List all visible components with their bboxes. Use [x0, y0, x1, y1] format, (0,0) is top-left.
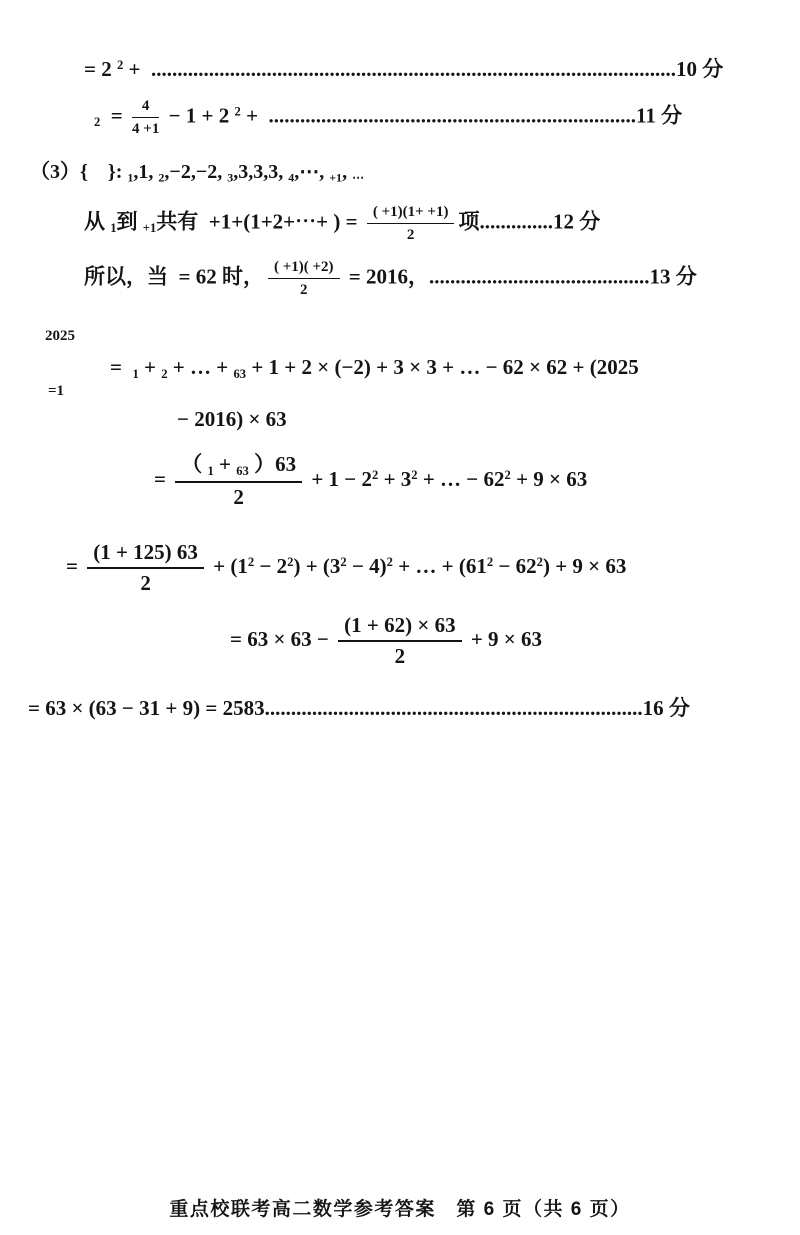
math-text: 13 分: [649, 264, 697, 289]
math-text: = 2: [84, 57, 117, 81]
fraction-numerator: [132, 97, 159, 118]
subscript: +1: [329, 170, 343, 185]
math-text: ( +1)( +2): [273, 259, 334, 275]
math-text: 2: [233, 484, 244, 509]
fraction: [132, 97, 159, 138]
math-text: − 2016) × 63: [177, 407, 287, 431]
math-text: 2: [394, 644, 406, 669]
math-text: ）63: [248, 452, 297, 476]
math-text: + 1 + 2 × (−2) + 3 × 3 + … − 62 × 62 + (2025: [246, 355, 639, 379]
math-text: +: [138, 355, 162, 379]
superscript: 2: [372, 467, 379, 482]
fraction: [268, 258, 340, 299]
dot-leader: ..............: [479, 209, 553, 234]
math-text: 4 +1: [132, 121, 160, 137]
math-text: 12 分: [552, 209, 601, 234]
math-text: 4: [141, 98, 150, 114]
subscript: ⋯: [352, 170, 365, 185]
superscript: 2: [486, 555, 494, 570]
sum-upper-limit: 2025: [45, 328, 75, 344]
formula-line-11: [28, 696, 690, 721]
superscript: 2: [504, 467, 511, 482]
formula-line-7: [177, 407, 287, 432]
superscript: 2: [340, 555, 347, 570]
superscript: 2: [247, 555, 255, 570]
math-text: 2: [300, 282, 308, 298]
math-text: ) + (3: [293, 554, 341, 578]
fraction-denominator: [268, 279, 340, 299]
math-text: =: [154, 466, 172, 491]
fraction-numerator: [367, 203, 455, 224]
subscript: +1: [142, 221, 157, 236]
formula-line-6: [110, 355, 639, 382]
dot-leader: ......................................................................: [268, 103, 637, 128]
math-text: + … + (61: [392, 554, 487, 578]
math-text: + 3: [378, 466, 412, 491]
subscript: 4: [288, 170, 295, 185]
formula-line-9: [66, 540, 626, 596]
fraction: [175, 452, 302, 510]
formula-line-10: [230, 613, 542, 669]
math-text: + 9 × 63: [510, 466, 588, 491]
math-text: =: [66, 554, 84, 578]
math-text: +: [123, 57, 151, 81]
superscript: 2: [386, 555, 393, 570]
math-text: + 9 × 63: [465, 627, 543, 651]
fraction-numerator: [175, 452, 302, 483]
subscript: 63: [236, 463, 249, 478]
math-text: 共有 +1+(1+2+⋯+ ) =: [156, 209, 363, 234]
math-text: + (1: [207, 554, 248, 578]
dot-leader: ........................................................................: [264, 696, 643, 720]
fraction: [367, 203, 455, 244]
dot-leader: ..........................................: [429, 264, 650, 289]
subscript: 2: [158, 170, 165, 185]
math-text: ,: [342, 161, 353, 183]
math-text: − 4): [346, 554, 387, 578]
formula-line-3: [30, 160, 364, 185]
subscript: 2: [94, 115, 101, 130]
fraction-denominator: [367, 224, 455, 244]
dot-leader: ....................................................................................................: [150, 57, 676, 81]
math-text: =: [110, 355, 133, 379]
math-text: ,⋯,: [294, 161, 330, 183]
math-text: 16 分: [642, 696, 690, 720]
math-text: + 1 − 2: [306, 466, 373, 491]
superscript: 2: [411, 467, 418, 482]
math-text: ,3,3,3,: [233, 161, 289, 183]
math-text: 2: [140, 571, 151, 596]
fraction-denominator: [175, 483, 302, 510]
superscript: 2: [536, 555, 543, 570]
fraction-denominator: [338, 642, 461, 669]
formula-line-4: [84, 203, 600, 244]
formula-line-2: [94, 97, 682, 138]
math-text: 到: [116, 209, 143, 234]
subscript: 2: [161, 366, 168, 381]
math-text: ,1,: [133, 161, 159, 183]
fraction-numerator: [338, 613, 461, 642]
math-text: +: [213, 452, 237, 476]
fraction: [87, 540, 204, 596]
fraction-numerator: [268, 258, 340, 279]
math-text: 从: [84, 209, 111, 234]
math-text: = 63 × (63 − 31 + 9) = 2583: [28, 696, 265, 720]
fraction-denominator: [87, 569, 204, 596]
math-text: ,−2,−2,: [164, 161, 228, 183]
math-text: + … +: [167, 355, 234, 379]
math-text: =: [100, 103, 129, 128]
subscript: 1: [207, 463, 214, 478]
math-text: +: [240, 103, 269, 128]
math-text: （3）{ }:: [30, 161, 128, 183]
fraction: [338, 613, 461, 669]
math-text: （: [181, 452, 208, 476]
fraction-denominator: [132, 118, 159, 138]
formula-line-8: [154, 452, 587, 510]
formula-line-1: [84, 57, 723, 82]
math-text: − 62: [493, 554, 537, 578]
superscript: 2: [116, 58, 124, 73]
math-text: 11 分: [636, 103, 683, 128]
math-text: (1 + 125) 63: [93, 540, 198, 564]
math-text: 项: [458, 209, 480, 234]
math-text: 所以，当 = 62 时，: [84, 264, 264, 289]
math-text: 2: [406, 227, 415, 243]
superscript: 2: [234, 104, 241, 119]
formula-line-5: [84, 258, 697, 299]
math-text: (1 + 62) × 63: [344, 613, 456, 637]
subscript: 3: [227, 170, 234, 185]
subscript: 1: [127, 170, 134, 185]
math-text: = 2016，: [343, 264, 430, 289]
subscript: 1: [110, 221, 117, 236]
superscript: 2: [287, 555, 294, 570]
page-footer: 重点校联考高二数学参考答案 第 6 页（共 6 页）: [169, 1199, 631, 1220]
subscript: 1: [132, 366, 139, 381]
math-text: − 2: [254, 554, 288, 578]
math-text: ( +1)(1+ +1): [372, 204, 449, 220]
sum-lower-limit: =1: [48, 383, 65, 399]
subscript: 63: [233, 366, 247, 381]
math-text: ) + 9 × 63: [542, 554, 627, 578]
math-text: + … − 62: [417, 466, 505, 491]
math-text: = 63 × 63 −: [230, 627, 335, 651]
math-text: 10 分: [675, 57, 724, 81]
fraction-numerator: [87, 540, 204, 569]
math-text: − 1 + 2: [163, 103, 235, 128]
